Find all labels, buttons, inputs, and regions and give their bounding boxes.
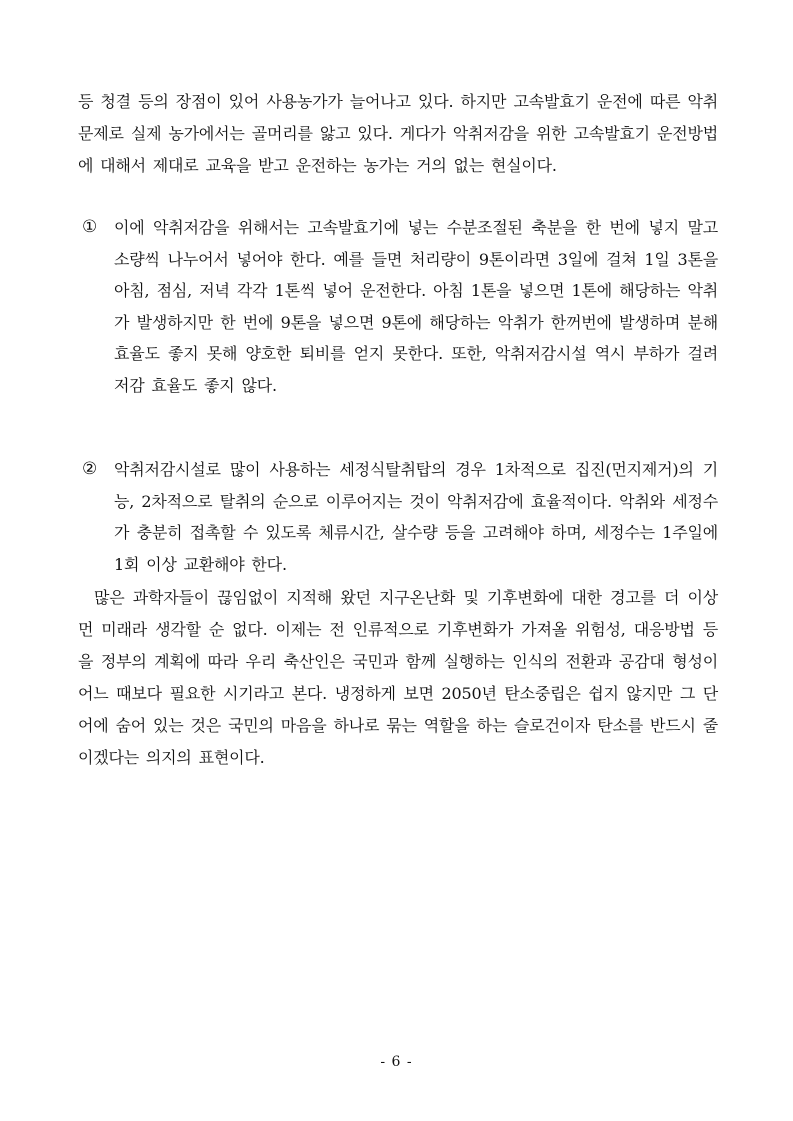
intro-paragraph: 등 청결 등의 장점이 있어 사용농가가 늘어나고 있다. 하지만 고속발효기 운전에 따른 악취문제로 실제 농가에서는 골머리를 앓고 있다. 게다가 악취저감을 위한 고속발효기 운전방법에 대해서 제대로 교육을 받고 운전하는 농가는 거의 없는 현실이다. bbox=[78, 92, 718, 175]
page-number: - 6 - bbox=[380, 1054, 413, 1070]
closing-paragraph: 많은 과학자들이 끊임없이 지적해 왔던 지구온난화 및 기후변화에 대한 경고를 더 이상 먼 미래라 생각할 순 없다. 이제는 전 인류적으로 기후변화가 가져올 위험성, 대응방법 등을 정부의 계획에 따라 우리 축산인은 국민과 함께 실행하는 인식의 전환과 공감대 형성이 어느 때보다 필요한 시기라고 본다. 냉정하게 보면 2050년 탄소중립은 쉽지 않지만 그 단어에 숨어 있는 것은 국민의 마음을 하나로 묶는 역할을 하는 슬로건이자 탄소를 반드시 줄이겠다는 의지의 표현이다. bbox=[78, 588, 718, 767]
list-item bbox=[78, 212, 718, 401]
list-item bbox=[78, 454, 718, 580]
list-item-text-2: 악취저감시설로 많이 사용하는 세정식탈취탑의 경우 1차적으로 집진(먼지제거)의 기능, 2차적으로 탈취의 순으로 이루어지는 것이 악취저감에 효율적이다. 악취와 세정수가 충분히 접촉할 수 있도록 체류시간, 살수량 등을 고려해야 하며, 세정수는 1주일에 1회 이상 교환해야 한다. bbox=[114, 460, 718, 574]
list-item-text-1: 이에 악취저감을 위해서는 고속발효기에 넣는 수분조절된 축분을 한 번에 넣지 말고 소량씩 나누어서 넣어야 한다. 예를 들면 처리량이 9톤이라면 3일에 걸쳐 1일 3톤을 아침, 점심, 저녁 각각 1톤씩 넣어 운전한다. 아침 1톤을 넣으면 1톤에 해당하는 악취가 발생하지만 한 번에 9톤을 넣으면 9톤에 해당하는 악취가 한꺼번에 발생하며 분해효율도 좋지 못해 양호한 퇴비를 얻지 못한다. 또한, 악취저감시설 역시 부하가 걸려 저감 효율도 좋지 않다. bbox=[114, 218, 718, 395]
list-marker-2: ② bbox=[82, 459, 98, 479]
list-marker-1: ① bbox=[82, 217, 98, 237]
